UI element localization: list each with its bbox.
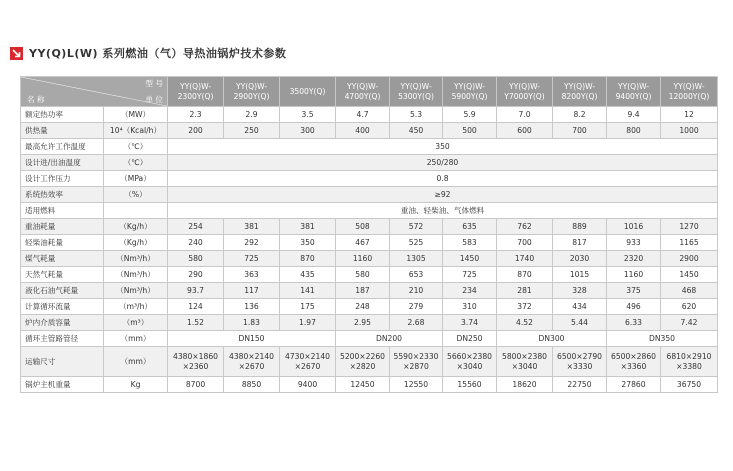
table-cell: 2.68 (390, 315, 443, 331)
row-name: 计算循环流量 (21, 299, 104, 315)
table-cell: 817 (553, 235, 607, 251)
cell-line: 5660×2380 (446, 352, 492, 362)
table-cell: 800 (607, 123, 661, 139)
table-cell: 2.3 (168, 107, 224, 123)
table-cell: 1305 (390, 251, 443, 267)
table-cell: 725 (224, 251, 280, 267)
row-unit: （Nm³/h） (104, 283, 168, 299)
cell-line: 5200×2260 (339, 352, 385, 362)
table-cell: 279 (390, 299, 443, 315)
table-cell: 434 (553, 299, 607, 315)
cell-line: 4380×2140 (228, 352, 274, 362)
cell-line: 4730×2140 (284, 352, 330, 362)
row-unit: （mm） (104, 331, 168, 347)
cell-line: YY(Q)W- (179, 82, 212, 92)
row-name: 天然气耗量 (21, 267, 104, 283)
table-cell: 496 (607, 299, 661, 315)
cell-line: 6810×2910 (666, 352, 712, 362)
cell-line: ×2870 (403, 361, 429, 371)
row-unit: （MW） (104, 107, 168, 123)
table-cell: 15560 (443, 377, 497, 393)
cell-line: ×2670 (238, 361, 265, 371)
model-header (336, 77, 390, 107)
table-cell (168, 347, 224, 377)
table-cell: 1160 (607, 267, 661, 283)
model-header (607, 77, 661, 107)
cell-line: ×3330 (566, 361, 593, 371)
row-name: 设计工作压力 (21, 171, 104, 187)
row-unit: （℃） (104, 139, 168, 155)
cell-line: 6500×2860 (610, 352, 656, 362)
cell-line: 12000Y(Q) (668, 91, 710, 101)
table-cell: 12550 (390, 377, 443, 393)
table-cell: 175 (280, 299, 336, 315)
table-row (21, 171, 718, 187)
table-cell: 12 (661, 107, 718, 123)
row-unit: （MPa） (104, 171, 168, 187)
table-cell: 700 (497, 235, 553, 251)
table-cell: 2.9 (224, 107, 280, 123)
table-cell: 3.74 (443, 315, 497, 331)
table-cell: 1270 (661, 219, 718, 235)
model-header (443, 77, 497, 107)
table-cell: 200 (168, 123, 224, 139)
table-cell (553, 347, 607, 377)
table-cell: 2900 (661, 251, 718, 267)
cell-line: YY(Q)W- (673, 82, 705, 92)
row-unit: （m³/h） (104, 299, 168, 315)
table-cell: DN200 (336, 331, 443, 347)
table-row (21, 299, 718, 315)
table-cell: 583 (443, 235, 497, 251)
table-cell: 870 (497, 267, 553, 283)
row-name: 系统热效率 (21, 187, 104, 203)
table-cell: 210 (390, 283, 443, 299)
table-cell: DN350 (607, 331, 718, 347)
model-header (280, 77, 336, 107)
cell-line: ×2360 (182, 361, 209, 371)
table-row (21, 219, 718, 235)
table-cell: 450 (390, 123, 443, 139)
cell-line: YY(Q)W- (235, 82, 268, 92)
cell-line: 2900Y(Q) (233, 91, 270, 101)
table-cell: 635 (443, 219, 497, 235)
table-cell: 653 (390, 267, 443, 283)
table-cell: 93.7 (168, 283, 224, 299)
table-cell: 1450 (443, 251, 497, 267)
model-header (390, 77, 443, 107)
table-cell: 889 (553, 219, 607, 235)
table-cell: 700 (553, 123, 607, 139)
table-cell: 248 (336, 299, 390, 315)
table-cell: 400 (336, 123, 390, 139)
row-name: 最高允许工作温度 (21, 139, 104, 155)
table-cell: 725 (443, 267, 497, 283)
row-unit: （Kg/h） (104, 219, 168, 235)
cell-line: 2300Y(Q) (177, 91, 214, 101)
model-header (224, 77, 280, 107)
table-cell: 7.0 (497, 107, 553, 123)
table-cell: 1740 (497, 251, 553, 267)
cell-line: 9400Y(Q) (615, 91, 652, 101)
table-cell: 870 (280, 251, 336, 267)
table-cell: 435 (280, 267, 336, 283)
table-cell: 1.52 (168, 315, 224, 331)
table-cell: 5.9 (443, 107, 497, 123)
row-name: 额定热功率 (21, 107, 104, 123)
table-cell (336, 347, 390, 377)
model-header (661, 77, 718, 107)
row-name: 设计进/出油温度 (21, 155, 104, 171)
table-cell: 572 (390, 219, 443, 235)
table-cell: 1160 (336, 251, 390, 267)
table-cell: 0.8 (168, 171, 718, 187)
table-row (21, 203, 718, 219)
table-cell: 1.83 (224, 315, 280, 331)
table-cell: 27860 (607, 377, 661, 393)
table-cell: 12450 (336, 377, 390, 393)
row-name: 适用燃料 (21, 203, 104, 219)
table-row (21, 155, 718, 171)
table-cell: 1165 (661, 235, 718, 251)
cell-line: ×3040 (456, 361, 483, 371)
model-header (497, 77, 553, 107)
table-cell (443, 347, 497, 377)
cell-line: ×2820 (349, 361, 376, 371)
table-cell: 381 (280, 219, 336, 235)
table-cell: 292 (224, 235, 280, 251)
table-cell: 3.5 (280, 107, 336, 123)
table-cell: 525 (390, 235, 443, 251)
table-cell: 8700 (168, 377, 224, 393)
table-cell: DN250 (443, 331, 497, 347)
table-row (21, 347, 718, 377)
table-cell: 234 (443, 283, 497, 299)
table-cell: 8.2 (553, 107, 607, 123)
table-cell: 600 (497, 123, 553, 139)
table-cell: 2030 (553, 251, 607, 267)
table-cell: 580 (336, 267, 390, 283)
row-name: 运输尺寸 (21, 347, 104, 377)
table-cell: 372 (497, 299, 553, 315)
table-cell: 467 (336, 235, 390, 251)
table-cell: 310 (443, 299, 497, 315)
cell-line: 5800×2380 (501, 352, 547, 362)
table-row (21, 283, 718, 299)
row-unit: （mm） (104, 347, 168, 377)
row-name: 液化石油气耗量 (21, 283, 104, 299)
table-row (21, 331, 718, 347)
table-cell: 117 (224, 283, 280, 299)
table-cell: 2.95 (336, 315, 390, 331)
table-cell (661, 347, 718, 377)
table-cell: 141 (280, 283, 336, 299)
page-title: YY(Q)L(W) 系列燃油（气）导热油锅炉技术参数 (29, 47, 287, 60)
table-cell: 4.7 (336, 107, 390, 123)
table-cell: 254 (168, 219, 224, 235)
cell-line: 4380×1860 (172, 352, 218, 362)
table-cell: 580 (168, 251, 224, 267)
cell-line: Y7000Y(Q) (504, 91, 545, 101)
table-cell (390, 347, 443, 377)
table-row (21, 377, 718, 393)
table-cell: 933 (607, 235, 661, 251)
header-row (21, 77, 718, 107)
cell-line: YY(Q)W- (617, 82, 650, 92)
row-unit: （%） (104, 187, 168, 203)
row-unit: （Nm³/h） (104, 267, 168, 283)
row-name: 供热量 (21, 123, 104, 139)
table-cell: 8850 (224, 377, 280, 393)
table-cell: 350 (280, 235, 336, 251)
name-label: 名 称 (27, 94, 45, 104)
table-cell: 2320 (607, 251, 661, 267)
cell-line: 5900Y(Q) (451, 91, 488, 101)
table-cell: 187 (336, 283, 390, 299)
cell-line: YY(Q)W- (563, 82, 596, 92)
table-row (21, 251, 718, 267)
cell-line: YY(Q)W- (508, 82, 541, 92)
row-name: 炉内介质容量 (21, 315, 104, 331)
page-heading (10, 44, 286, 62)
table-cell: 136 (224, 299, 280, 315)
table-cell: 350 (168, 139, 718, 155)
table-cell: 1.97 (280, 315, 336, 331)
table-row (21, 123, 718, 139)
table-cell: 363 (224, 267, 280, 283)
table-cell: 9.4 (607, 107, 661, 123)
table-row (21, 187, 718, 203)
cell-line: ×3040 (511, 361, 538, 371)
cell-line: YY(Q)W- (453, 82, 486, 92)
table-cell: 36750 (661, 377, 718, 393)
cell-line: 4700Y(Q) (344, 91, 381, 101)
table-cell (497, 347, 553, 377)
table-cell: 重油、轻柴油、气体燃料 (168, 203, 718, 219)
table-cell: 290 (168, 267, 224, 283)
row-unit: （Nm³/h） (104, 251, 168, 267)
row-name: 煤气耗量 (21, 251, 104, 267)
type-label: 型 号 (145, 79, 163, 88)
table-cell: ≥92 (168, 187, 718, 203)
cell-line: 5590×2330 (393, 352, 439, 362)
cell-line: YY(Q)W- (346, 82, 379, 92)
table-cell: 250 (224, 123, 280, 139)
row-unit: （m³） (104, 315, 168, 331)
cell-line: ×2670 (294, 361, 321, 371)
table-cell: 22750 (553, 377, 607, 393)
table-cell: 240 (168, 235, 224, 251)
table-cell: 6.33 (607, 315, 661, 331)
unit-label: 单 位 (145, 94, 163, 104)
table-cell: 1016 (607, 219, 661, 235)
cell-line: ×3360 (620, 361, 647, 371)
table-cell: 375 (607, 283, 661, 299)
cell-line: 8200Y(Q) (561, 91, 598, 101)
table-cell: 500 (443, 123, 497, 139)
table-cell: 381 (224, 219, 280, 235)
table-cell: 250/280 (168, 155, 718, 171)
table-cell: 5.3 (390, 107, 443, 123)
table-cell: 1015 (553, 267, 607, 283)
table-cell: 468 (661, 283, 718, 299)
table-row (21, 315, 718, 331)
table-row (21, 107, 718, 123)
cell-line: ×3380 (676, 361, 702, 371)
table-cell: 5.44 (553, 315, 607, 331)
table-row (21, 267, 718, 283)
row-unit: Kg (104, 377, 168, 393)
table-cell: DN300 (497, 331, 607, 347)
table-cell: 7.42 (661, 315, 718, 331)
arrow-down-right-icon (10, 47, 23, 60)
cell-line: 3500Y(Q) (289, 86, 326, 96)
table-cell (280, 347, 336, 377)
table-cell (607, 347, 661, 377)
table-row (21, 235, 718, 251)
model-header (553, 77, 607, 107)
model-header (168, 77, 224, 107)
table-cell: 1000 (661, 123, 718, 139)
table-cell: 620 (661, 299, 718, 315)
row-unit: 10⁴（Kcal/h） (104, 123, 168, 139)
cell-line: 6500×2790 (556, 352, 602, 362)
row-name: 锅炉主机重量 (21, 377, 104, 393)
table-cell: DN150 (168, 331, 336, 347)
table-cell: 762 (497, 219, 553, 235)
table-cell: 18620 (497, 377, 553, 393)
spec-table (20, 76, 718, 393)
cell-line: YY(Q)W- (400, 82, 432, 92)
row-unit (104, 203, 168, 219)
table-row (21, 139, 718, 155)
table-cell: 508 (336, 219, 390, 235)
table-cell (224, 347, 280, 377)
row-name: 循环主管路管径 (21, 331, 104, 347)
cell-line: 5300Y(Q) (398, 91, 434, 101)
table-cell: 300 (280, 123, 336, 139)
table-cell: 124 (168, 299, 224, 315)
table-cell: 328 (553, 283, 607, 299)
row-unit: （℃） (104, 155, 168, 171)
table-cell: 4.52 (497, 315, 553, 331)
table-cell: 281 (497, 283, 553, 299)
table-cell: 9400 (280, 377, 336, 393)
table-cell: 1450 (661, 267, 718, 283)
header-corner-cell (21, 77, 168, 107)
row-name: 轻柴油耗量 (21, 235, 104, 251)
row-unit: （Kg/h） (104, 235, 168, 251)
row-name: 重油耗量 (21, 219, 104, 235)
